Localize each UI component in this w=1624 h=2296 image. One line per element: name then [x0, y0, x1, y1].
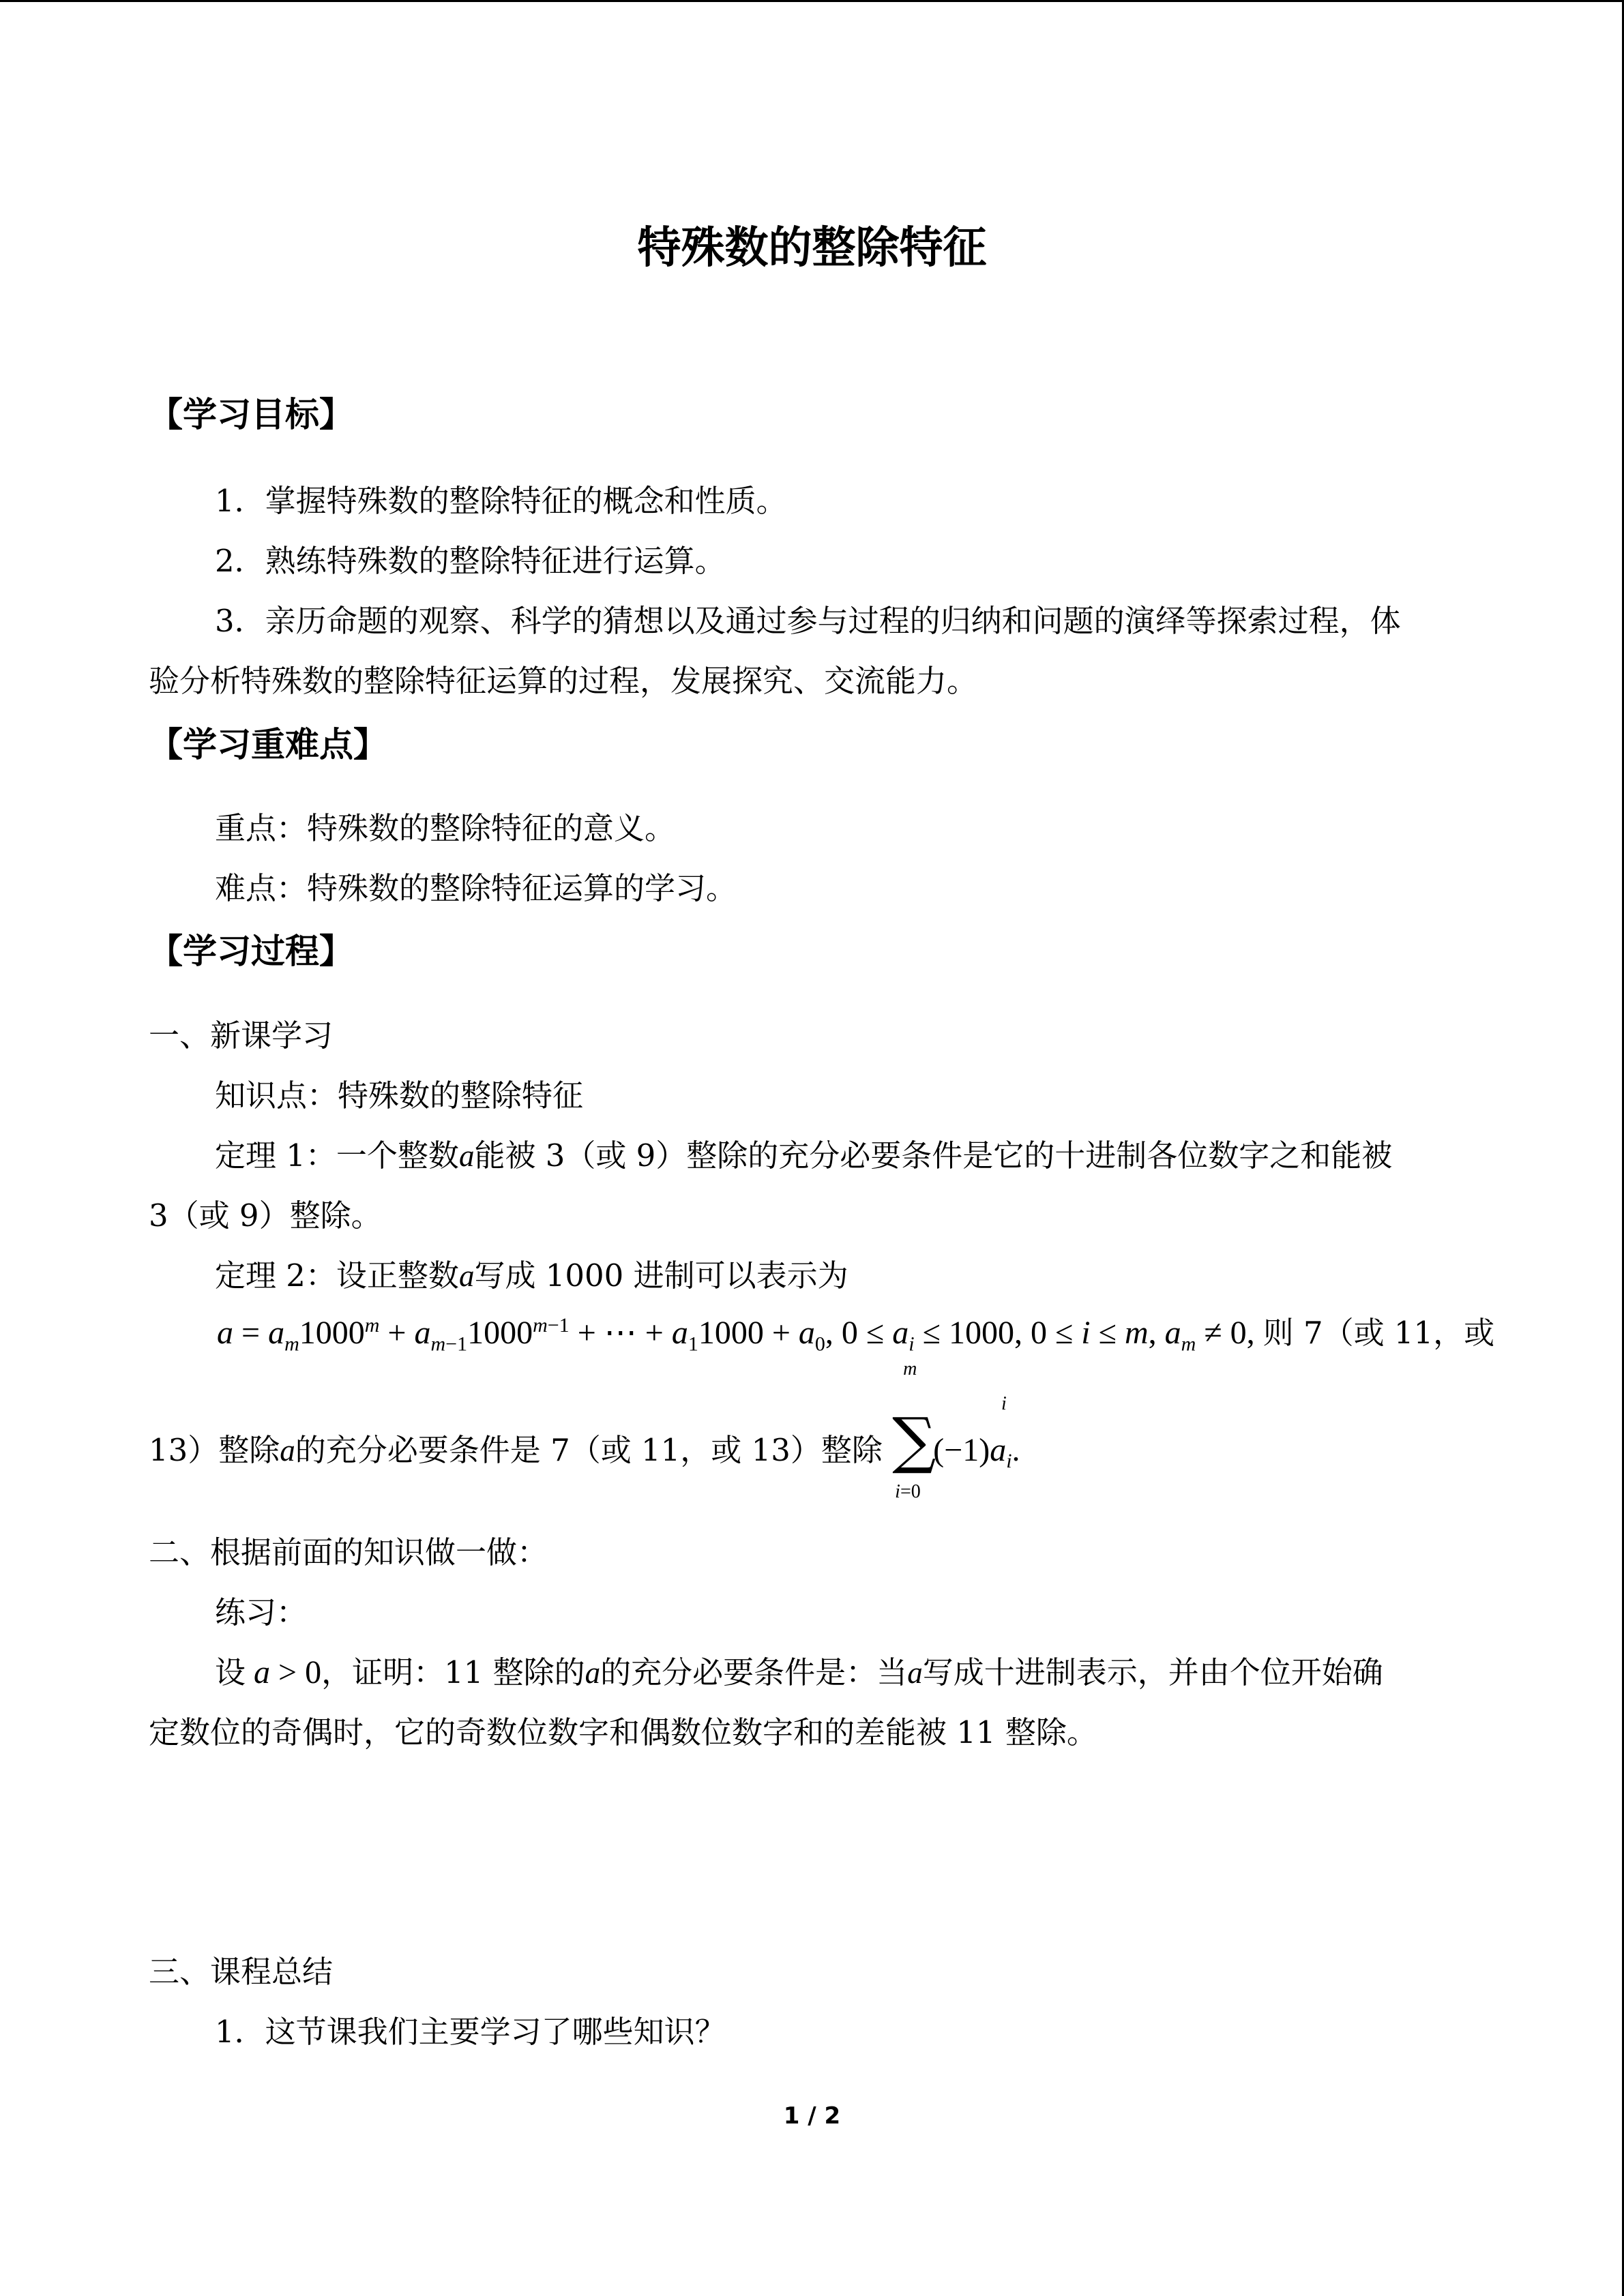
theorem-2	[215, 1251, 848, 1295]
problem-text-d: 写成十进制表示，并由个位开始确	[922, 1654, 1383, 1690]
section-heading-objectives: 【学习目标】	[149, 395, 353, 434]
theorem-2-suffix: 写成 1000 进制可以表示为	[474, 1257, 848, 1294]
theorem-1-suffix: 能被 3（或 9）整除的充分必要条件是它的十进制各位数字之和能被	[474, 1137, 1393, 1174]
theorem-1-prefix: 定理 1：一个整数	[215, 1137, 459, 1174]
practice-problem: 设 a > 0，证明：11 整除的a的充分必要条件是：当a写成十进制表示，并由个位开始确	[215, 1654, 1383, 1690]
practice-label: 练习：	[215, 1594, 308, 1630]
variable-a: a	[280, 1433, 295, 1467]
theorem-2-line2-prefix: 13）整除	[149, 1432, 280, 1468]
theorem-2-formula-tail: 则 7（或 11，或	[1263, 1315, 1495, 1351]
knowledge-point: 知识点：特殊数的整除特征	[215, 1077, 584, 1114]
section-heading-key-points: 【学习重难点】	[149, 725, 387, 764]
theorem-2-formula: $a = a_m1000^m + a_{m-1}1000^{m-1}$ + ⋯ + $a_11000 + a_0$, $0 \le a_i \le 1000$, 0 ≤ i ≤ m, $a_m \ne 0$, 则 7（或 11，或	[217, 1314, 1495, 1356]
summation-symbol: m ∑ i=0	[892, 1358, 936, 1502]
variable-a: a	[458, 1259, 475, 1293]
part2-title: 二、根据前面的知识做一做：	[149, 1534, 548, 1570]
objective-item-2: 2．熟练特殊数的整除特征进行运算。	[215, 543, 726, 579]
document-title: 特殊数的整除特征	[637, 223, 987, 273]
variable-a: a	[458, 1139, 475, 1173]
page-border-top	[0, 0, 1624, 2]
key-point: 重点：特殊数的整除特征的意义。	[215, 810, 676, 846]
problem-text-c: 的充分必要条件是：当	[600, 1654, 908, 1690]
problem-text-b: ，证明：11 整除的	[321, 1654, 585, 1690]
exponent-i: i	[1001, 1393, 1007, 1414]
difficulty-point: 难点：特殊数的整除特征运算的学习。	[215, 870, 737, 906]
part3-title: 三、课程总结	[149, 1954, 334, 1990]
objective-item-3: 3．亲历命题的观察、科学的猜想以及通过参与过程的归纳和问题的演绎等探索过程，体	[215, 603, 1401, 639]
part1-title: 一、新课学习	[149, 1017, 334, 1054]
section-heading-process: 【学习过程】	[149, 931, 353, 971]
objective-item-3-continued: 验分析特殊数的整除特征运算的过程，发展探究、交流能力。	[149, 663, 978, 699]
theorem-1	[215, 1131, 1392, 1175]
theorem-1-continued: 3（或 9）整除。	[149, 1197, 382, 1234]
variable-a: a	[585, 1656, 601, 1690]
objective-item-1: 1．掌握特殊数的整除特征的概念和性质。	[215, 483, 787, 519]
variable-a: a	[907, 1656, 923, 1690]
theorem-2-line2-mid: 的充分必要条件是 7（或 11，或 13）整除	[295, 1432, 883, 1468]
theorem-2-prefix: 定理 2：设正整数	[215, 1257, 459, 1294]
page-number: 1 / 2	[783, 2102, 841, 2130]
practice-problem-continued: 定数位的奇偶时，它的奇数位数字和偶数位数字和的差能被 11 整除。	[149, 1714, 1097, 1750]
summary-question-1: 1．这节课我们主要学习了哪些知识？	[215, 2014, 726, 2050]
theorem-2-condition: 13）整除a的充分必要条件是 7（或 11，或 13）整除 m ∑ i=0 $(-1)a_i$.	[149, 1358, 1020, 1502]
problem-text-a: 设	[215, 1654, 246, 1690]
